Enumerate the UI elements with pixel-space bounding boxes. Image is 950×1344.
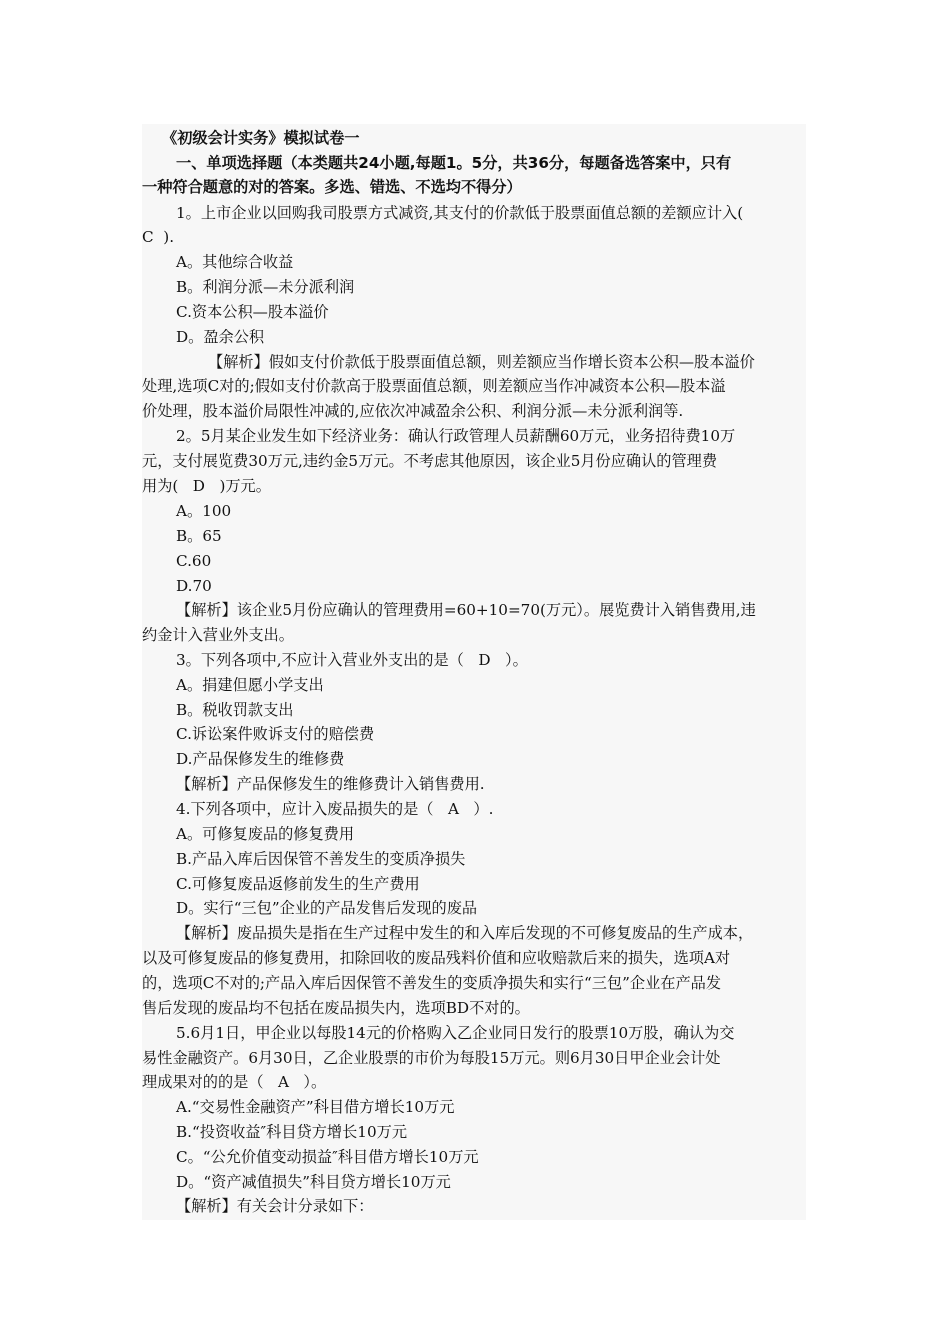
question-3-option-a: A。捐建但愿小学支出 (176, 676, 324, 694)
question-2-analysis: 【解析】该企业5月份应确认的管理费用=60+10=70(万元）。展览费计入销售费用,违 (176, 601, 756, 619)
section-heading-cont: 一种符合题意的对的答案。多选、错选、不选均不得分） (142, 178, 522, 196)
question-3-stem: 3。下列各项中,不应计入营业外支出的是（ D ）。 (176, 651, 528, 669)
question-1-analysis-cont: 处理,选项C对的;假如支付价款高于股票面值总额，则差额应当作冲减资本公积—股本溢 (142, 377, 726, 395)
question-2-option-d: D.70 (176, 577, 212, 595)
question-5-stem-cont: 易性金融资产。6月30日，乙企业股票的市价为每股15万元。则6月30日甲企业会计处 (142, 1049, 721, 1067)
question-5-analysis: 【解析】有关会计分录如下： (176, 1197, 374, 1215)
question-4-analysis: 【解析】废品损失是指在生产过程中发生的和入库后发现的不可修复废品的生产成本， (176, 924, 754, 942)
question-3-option-c: C.诉讼案件败诉支付的赔偿费 (176, 725, 375, 743)
document-body (142, 124, 806, 1220)
question-2-option-a: A。100 (176, 502, 232, 520)
question-4-option-b: B.产品入库后因保管不善发生的变质净损失 (176, 850, 466, 868)
question-2-option-b: B。65 (176, 527, 222, 545)
question-1-analysis-cont: 价处理，股本溢价局限性冲减的,应依次冲减盈余公积、利润分派—未分派利润等. (142, 402, 684, 420)
question-2-stem: 2。5月某企业发生如下经济业务：确认行政管理人员薪酬60万元，业务招待费10万 (176, 427, 736, 445)
question-2-analysis-cont: 约金计入营业外支出。 (142, 626, 294, 644)
question-2-option-c: C.60 (176, 552, 212, 570)
question-5-option-b: B.“投资收益″科目贷方增长10万元 (176, 1123, 408, 1141)
question-2-stem-cont: 用为( D )万元。 (142, 477, 271, 495)
question-1-option-c: C.资本公积—股本溢价 (176, 303, 329, 321)
question-2-stem-cont: 元，支付展览费30万元,违约金5万元。不考虑其他原因，该企业5月份应确认的管理费 (142, 452, 718, 470)
question-4-option-a: A。可修复废品的修复费用 (176, 825, 355, 843)
question-1-analysis: 【解析】假如支付价款低于股票面值总额，则差额应当作增长资本公积—股本溢价 (208, 353, 755, 371)
question-3-analysis: 【解析】产品保修发生的维修费计入销售费用. (176, 775, 485, 793)
question-5-option-a: A.“交易性金融资产”科目借方增长10万元 (176, 1098, 455, 1116)
question-3-option-d: D.产品保修发生的维修费 (176, 750, 345, 768)
question-1-option-b: B。利润分派—未分派利润 (176, 278, 355, 296)
question-4-analysis-cont: 的，选项C不对的;产品入库后因保管不善发生的变质净损失和实行“三包”企业在产品发 (142, 974, 722, 992)
question-4-stem: 4.下列各项中，应计入废品损失的是（ A ）. (176, 800, 494, 818)
question-1-stem-cont: C ). (142, 228, 175, 246)
question-1-stem: 1。上市企业以回购我司股票方式减资,其支付的价款低于股票面值总额的差额应计入( (176, 204, 744, 222)
question-4-option-c: C.可修复废品返修前发生的生产费用 (176, 875, 420, 893)
question-4-option-d: D。实行“三包”企业的产品发售后发现的废品 (176, 899, 478, 917)
question-5-option-c: C。“公允价值变动损益″科目借方增长10万元 (176, 1148, 479, 1166)
question-5-stem-cont: 理成果对的的是（ A ）。 (142, 1073, 327, 1091)
question-5-stem: 5.6月1日，甲企业以每股14元的价格购入乙企业同日发行的股票10万股，确认为交 (176, 1024, 735, 1042)
question-4-analysis-cont: 售后发现的废品均不包括在废品损失内，选项BD不对的。 (142, 999, 530, 1017)
question-3-option-b: B。税收罚款支出 (176, 701, 294, 719)
question-1-option-a: A。其他综合收益 (176, 253, 294, 271)
section-heading: 一、单项选择题（本类题共24小题,每题1。5分，共36分，每题备选答案中，只有 (176, 154, 732, 172)
question-4-analysis-cont: 以及可修复废品的修复费用，扣除回收的废品残料价值和应收赔款后来的损失，选项A对 (142, 949, 731, 967)
question-5-option-d: D。“资产减值损失”科目贷方增长10万元 (176, 1173, 451, 1191)
document-title: 《初级会计实务》模拟试卷一 (162, 129, 360, 147)
question-1-option-d: D。盈余公积 (176, 328, 265, 346)
